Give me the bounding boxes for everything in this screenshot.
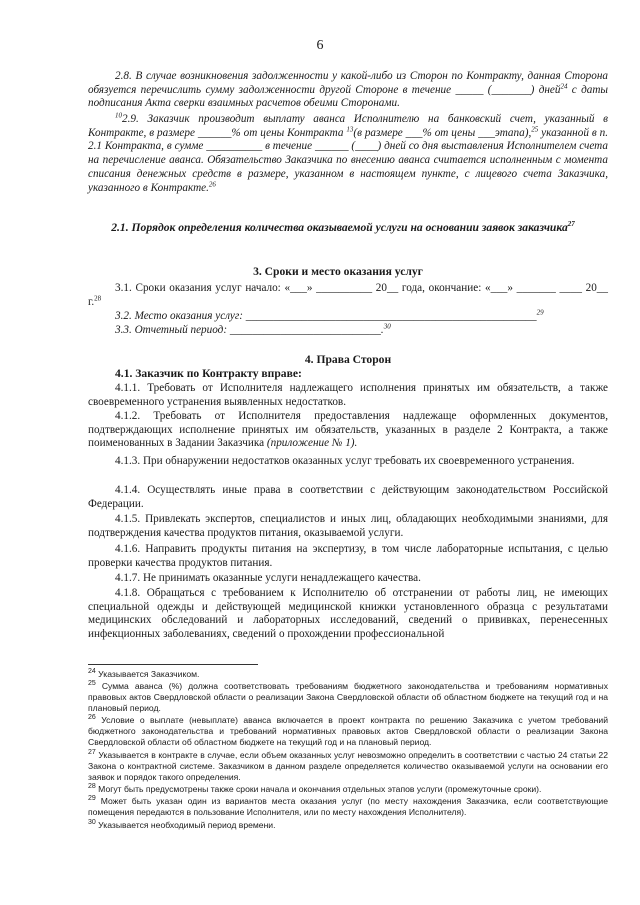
paragraph-3-3: [88, 324, 608, 338]
paragraph-2-9-text: 2.9. Заказчик производит выплату аванса Исполнителю на банковский счет, указанный в Контракте, в размере ______% от цены Контракта: [88, 113, 608, 139]
footnote-number: 25: [88, 680, 96, 688]
footnote-ref-29[interactable]: 29: [536, 308, 544, 317]
heading-2-1: [108, 221, 578, 235]
footnote-26: [88, 715, 608, 748]
paragraph-4-1-2: [88, 410, 608, 451]
footnote-text: Сумма аванса (%) должна соответствовать требованиям бюджетного законодательства и требованиям нормативных правовых актов Свердловской области о реализации Закона Свердловской области об областном бюджете на текущий год и на плановый период.: [88, 681, 608, 713]
footnote-text: Могут быть предусмотрены также сроки начала и окончания отдельных этапов услуги (промежуточные сроки).: [95, 784, 542, 794]
footnote-ref-24[interactable]: 24: [560, 81, 568, 90]
footnote-ref-26[interactable]: 26: [208, 179, 216, 188]
footnote-ref-27[interactable]: 27: [567, 220, 575, 229]
footnote-30: [88, 820, 608, 831]
footnote-text: Указывается в контракте в случае, если объем оказанных услуг невозможно определить в соответствии с частью 24 статьи 22 Закона о контрактной системе. Заказчиком в данном разделе определяется количество оказываемой услуги на основании его заявок и порядок такого определения.: [88, 750, 608, 782]
footnote-separator: [88, 664, 258, 665]
paragraph-4-1-1: 4.1.1. Требовать от Исполнителя надлежащего исполнения принятых им обязательств, а также своевременного устранения выявленных недостатков.: [88, 382, 608, 408]
paragraph-4-1-2-appendix: (приложение № 1).: [266, 437, 358, 450]
paragraph-4-1-6: 4.1.6. Направить продукты питания на экспертизу, в том числе лабораторные испытания, с целью проверки качества продуктов питания.: [88, 543, 608, 569]
paragraph-2-9-marker: 10: [115, 111, 122, 120]
page-number: 6: [316, 38, 324, 53]
footnote-number: 24: [88, 668, 96, 676]
footnote-text: Может быть указан один из вариантов места оказания услуг (по месту нахождения Заказчика, если соответствующие помещения передаются в пользование Исполнителя, или по месту нахождения Исполнителя).: [88, 796, 608, 817]
paragraph-4-1-2-text: 4.1.2. Требовать от Исполнителя предоставления надлежаще оформленных документов, подтверждающих исполнение принятых им обязательств, указанных в разделе 2 Контракта, а также поименованных в Задании Заказчика: [88, 410, 608, 450]
footnote-text: Указывается необходимый период времени.: [95, 820, 276, 830]
footnote-27: [88, 750, 608, 783]
paragraph-2-8-text: 2.8. В случае возникновения задолженности у какой-либо из Сторон по Контракту, данная Сторона обязуется перечислить сумму задолженности другой Стороне в течение _____ (_______) дней: [88, 70, 608, 96]
footnote-24: [88, 669, 608, 680]
footnote-text: Условие о выплате (невыплате) аванса включается в проект контракта по решению Заказчика с учетом требований бюджетного законодательства и требований нормативных правовых актов Свердловской области о реализации Закона Свердловской области об областном бюджете на текущий год и на плановый период.: [88, 715, 608, 747]
footnote-25: [88, 681, 608, 714]
footnote-29: [88, 796, 608, 818]
footnote-ref-28[interactable]: 28: [94, 293, 102, 302]
paragraph-4-1-5: 4.1.5. Привлекать экспертов, специалистов и иных лиц, обладающих необходимыми знаниями, для подтверждения качества продуктов питания, оказываемой услуги.: [88, 513, 608, 539]
paragraph-2-8-tail: с даты подписания Акта сверки взаимных расчетов обеими Сторонами.: [88, 83, 609, 110]
footnote-number: 27: [88, 749, 96, 757]
paragraph-3-2-text: 3.2. Место оказания услуг: ____________________________________________________: [115, 310, 537, 322]
paragraph-4-1-7: 4.1.7. Не принимать оказанные услуги ненадлежащего качества.: [115, 572, 421, 584]
paragraph-2-9-mid: (в размере ___% от цены ___этапа),: [353, 126, 532, 139]
footnote-28: [88, 784, 608, 795]
footnote-number: 26: [88, 714, 96, 722]
footnote-ref-30[interactable]: 30: [383, 322, 391, 331]
paragraph-4-1-4: 4.1.4. Осуществлять иные права в соответствии с действующим законодательством Российской Федерации.: [88, 484, 608, 510]
paragraph-4-1-8: 4.1.8. Обращаться с требованием к Исполнителю об отстранении от работы лиц, не имеющих специальной одежды и действующей медицинской книжки установленного образца с результатами медицинских обследований и лабораторных исследований, сведений о прививках, перенесенных инфекционных заболеваниях, сведений о прохождении профессиональной: [88, 587, 608, 641]
heading-section-3: 3. Сроки и место оказания услуг: [253, 265, 423, 278]
paragraph-4-1-3: 4.1.3. При обнаружении недостатков оказанных услуг требовать их своевременного устранения.: [115, 455, 575, 467]
paragraph-3-3-text: 3.3. Отчетный период: ___________________________.: [115, 324, 384, 336]
footnote-ref-25[interactable]: 25: [531, 124, 539, 133]
footnote-number: 30: [88, 819, 96, 827]
paragraph-2-9: [88, 113, 608, 195]
heading-4-1: 4.1. Заказчик по Контракту вправе:: [115, 367, 302, 380]
paragraph-3-2: [88, 310, 608, 324]
heading-2-1-text: 2.1. Порядок определения количества оказываемой услуги на основании заявок заказчика: [111, 221, 568, 234]
footnote-ref-13[interactable]: 13: [346, 124, 354, 133]
footnote-number: 29: [88, 795, 96, 803]
footnote-text: Указывается Заказчиком.: [95, 669, 200, 679]
paragraph-2-8: [88, 70, 608, 111]
paragraph-3-1-text: 3.1. Сроки оказания услуг начало: «___» __________ 20__ года, окончание: «___» _______ ____ 20__ г.: [88, 282, 608, 308]
heading-section-4: 4. Права Сторон: [304, 353, 392, 366]
paragraph-2-9-tail: указанной в п. 2.1 Контракта, в сумме __________ в течение ______ (____) дней со дня выставления Исполнителем счета на перечисление аванса. Обязательство Заказчика по внесению аванса считается исполненным с момента списания денежных средств в размере, указанном в настоящем пункте, с лицевого счета Заказчика, указанного в Контракте.: [88, 126, 608, 194]
footnote-number: 28: [88, 783, 96, 791]
paragraph-3-1: [88, 282, 608, 309]
